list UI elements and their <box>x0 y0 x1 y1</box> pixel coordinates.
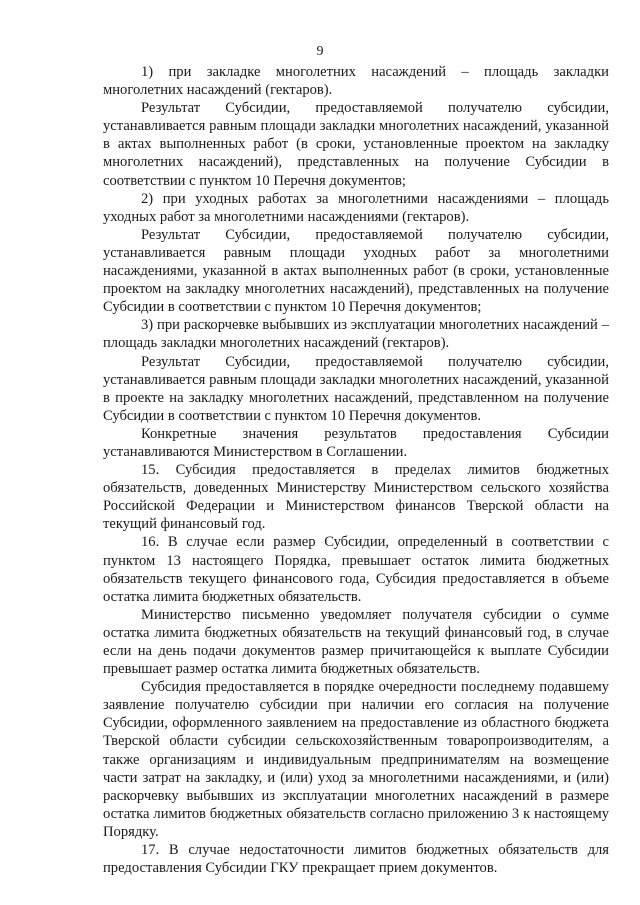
paragraph-notification: Министерство письменно уведомляет получателя субсидии о сумме остатка лимита бюджетных обязательств на текущий финансовый год, в случае если на день подачи документов размер причитающейся к выплате Субсидии превышает размер остатка лимита бюджетных обязательств. <box>103 606 609 678</box>
paragraph-result-care: Результат Субсидии, предоставляемой получателю субсидии, устанавливается равным площади уходных работ за многолетними насаждениями, указанной в актах выполненных работ (в сроки, установленные проектом на закладку многолетних насаждений), представленных на получение Субсидии в соответствии с пунктом 10 Перечня документов; <box>103 226 609 316</box>
paragraph-queue-order: Субсидия предоставляется в порядке очередности последнему подавшему заявление получателю субсидии при наличии его согласия на получение Субсидии, оформленного заявлением на предоставление из областного бюджета Тверской области субсидии сельскохозяйственным товаропроизводителям, а также организациям и индивидуальным предпринимателям на возмещение части затрат на закладку, и (или) уход за многолетними насаждениями, и (или) раскорчевку выбывших из эксплуатации многолетних насаждений в размере остатка лимитов бюджетных обязательств согласно приложению 3 к настоящему Порядку. <box>103 679 609 840</box>
paragraph-clause-16: 16. В случае если размер Субсидии, определенный в соответствии с пунктом 13 настоящего Порядка, превышает остаток лимита бюджетных обязательств текущего финансового года, Субсидия предоставляется в объеме остатка лимита бюджетных обязательств. <box>103 534 609 605</box>
paragraph-item-2-care: 2) при уходных работах за многолетними насаждениями – площадь уходных работ за многолетними насаждениями (гектаров). <box>103 190 609 225</box>
document-body <box>103 63 609 877</box>
paragraph-result-values: Конкретные значения результатов предоставления Субсидии устанавливаются Министерством в Соглашении. <box>103 425 609 460</box>
paragraph-item-3-uprooting: 3) при раскорчевке выбывших из эксплуатации многолетних насаждений – площадь закладки многолетних насаждений (гектаров). <box>103 317 609 352</box>
paragraph-result-uprooting: Результат Субсидии, предоставляемой получателю субсидии, устанавливается равным площади закладки многолетних насаждений, указанной в проекте на закладку многолетних насаждений, представленном на получение Субсидии в соответствии с пунктом 10 Перечня документов. <box>103 353 609 424</box>
paragraph-clause-17: 17. В случае недостаточности лимитов бюджетных обязательств для предоставления Субсидии ГКУ прекращает прием документов. <box>103 842 609 877</box>
paragraph-clause-15: 15. Субсидия предоставляется в пределах лимитов бюджетных обязательств, доведенных Министерству Министерством сельского хозяйства Российской Федерации и Министерством финансов Тверской области на текущий финансовый год. <box>103 462 609 533</box>
paragraph-item-1-planting: 1) при закладке многолетних насаждений – площадь закладки многолетних насаждений (гектаров). <box>103 64 609 99</box>
paragraph-result-planting: Результат Субсидии, предоставляемой получателю субсидии, устанавливается равным площади закладки многолетних насаждений, указанной в актах выполненных работ (в сроки, установленные проектом на закладку многолетних насаждений), представленных на получение Субсидии в соответствии с пунктом 10 Перечня документов; <box>103 100 609 189</box>
page-number: 9 <box>316 44 324 59</box>
